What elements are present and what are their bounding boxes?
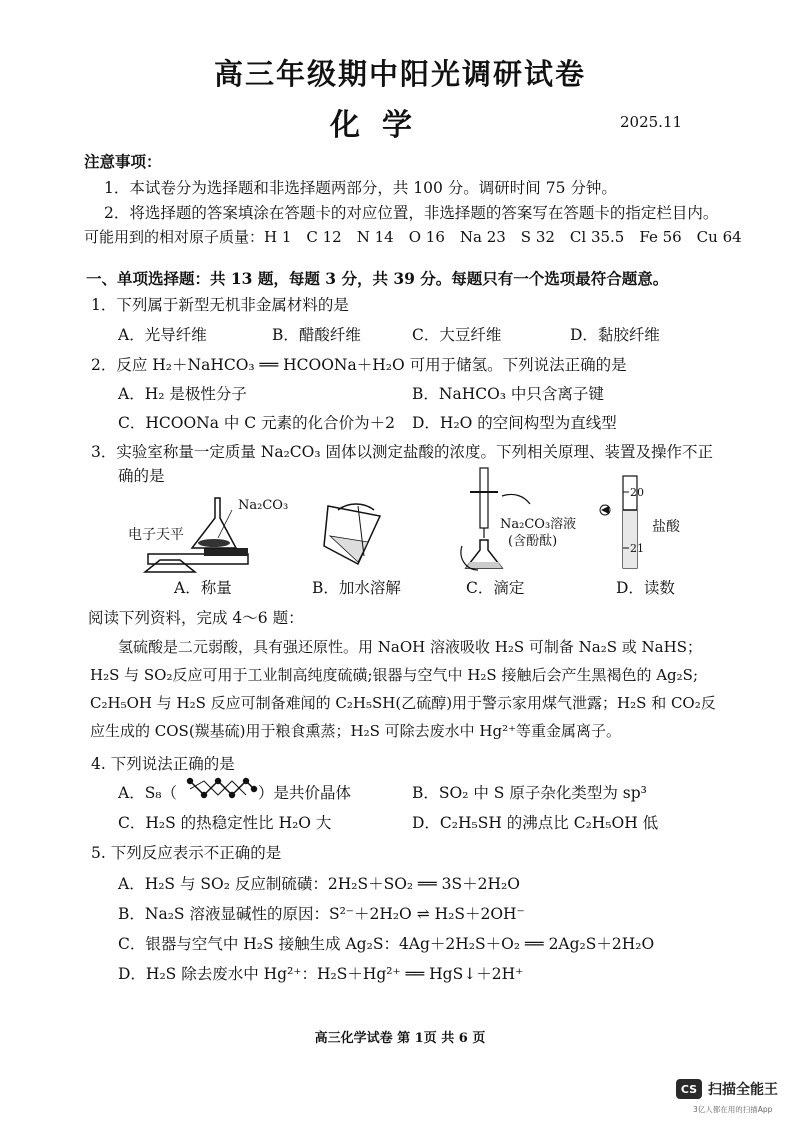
q3-option-b: B．加水溶解 [312, 579, 401, 597]
q1-option-a: A．光导纤维 [118, 326, 207, 344]
q2-option-d: D．H₂O 的空间构型为直线型 [412, 414, 617, 432]
q1-option-c: C．大豆纤维 [412, 326, 502, 344]
scanner-tagline: 3亿人都在用的扫描App [693, 1105, 773, 1114]
q5-option-b: B．Na₂S 溶液显碱性的原因：S²⁻＋2H₂O ⇌ H₂S＋2OH⁻ [118, 905, 525, 923]
q3-stem-line1: 3．实验室称量一定质量 Na₂CO₃ 固体以测定盐酸的浓度。下列相关原理、装置及操作不正 [91, 443, 714, 461]
scale-20: 20 [630, 486, 644, 499]
exam-date: 2025.11 [620, 113, 683, 131]
q3-stem-line2: 确的是 [118, 467, 165, 485]
q4-option-a-suffix: ）是共价晶体 [258, 784, 352, 802]
scale-21: 21 [630, 542, 644, 555]
q4-option-a-prefix: A．S₈（ [118, 784, 178, 802]
q3-option-d: D．读数 [616, 579, 675, 597]
q1-option-b: B．醋酸纤维 [272, 326, 361, 344]
solution-label: Na₂CO₃溶液 [500, 517, 577, 532]
section-heading: 一、单项选择题：共 13 题，每题 3 分，共 39 分。每题只有一个选项最符合题意。 [86, 269, 669, 288]
page-footer: 高三化学试卷 第 1页 共 6 页 [314, 1031, 486, 1046]
q3-option-a: A．称量 [174, 579, 232, 597]
reading-line-1: 氢硫酸是二元弱酸，具有强还原性。用 NaOH 溶液吸收 H₂S 可制备 Na₂S 或 NaHS； [118, 638, 702, 656]
reading-line-4: 应生成的 COS(羰基硫)用于粮食熏蒸；H₂S 可除去废水中 Hg²⁺等重金属离子。 [90, 722, 622, 740]
balance-label: 电子天平 [128, 527, 184, 543]
page-title: 高三年级期中阳光调研试卷 [213, 57, 586, 91]
q2-option-c: C．HCOONa 中 C 元素的化合价为＋2 [118, 414, 395, 432]
q2-stem: 2．反应 H₂＋NaHCO₃ ══ HCOONa＋H₂O 可用于储氢。下列说法正确的是 [91, 356, 627, 374]
indicator-label: (含酚酞) [508, 534, 558, 549]
scanner-watermark [676, 1079, 778, 1099]
q2-option-a: A．H₂ 是极性分子 [118, 385, 247, 403]
q5-option-c: C．银器与空气中 H₂S 接触生成 Ag₂S：4Ag＋2H₂S＋O₂ ══ 2Ag₂S＋2H₂O [118, 935, 655, 953]
na2co3-label: Na₂CO₃ [238, 498, 289, 513]
reading-line-2: H₂S 与 SO₂反应可用于工业制高纯度硫磺;银器与空气中 H₂S 接触后会产生黑褐色的 Ag₂S; [90, 666, 699, 684]
q3-option-c: C．滴定 [466, 579, 525, 597]
s8-ring-icon [186, 775, 258, 801]
q5-stem: 5. 下列反应表示不正确的是 [91, 844, 282, 862]
notice-item-2: 2．将选择题的答案填涂在答题卡的对应位置，非选择题的答案写在答题卡的指定栏目内。 [104, 204, 719, 222]
q1-stem: 1．下列属于新型无机非金属材料的是 [91, 296, 349, 314]
cs-logo-icon: CS [676, 1079, 702, 1099]
dissolving-figure [318, 496, 398, 570]
q4-option-b: B．SO₂ 中 S 原子杂化类型为 sp³ [412, 784, 647, 802]
q1-option-d: D．黏胶纤维 [570, 326, 660, 344]
q4-stem: 4. 下列说法正确的是 [91, 755, 235, 773]
q2-option-b: B．NaHCO₃ 中只含离子键 [412, 385, 604, 403]
reading-intro: 阅读下列资料，完成 4～6 题： [88, 609, 304, 627]
reading-line-3: C₂H₅OH 与 H₂S 反应可制备难闻的 C₂H₅SH(乙硫醇)用于警示家用煤气泄露；H₂S 和 CO₂反 [90, 694, 716, 712]
q5-option-d: D．H₂S 除去废水中 Hg²⁺：H₂S＋Hg²⁺ ══ HgS↓＋2H⁺ [118, 965, 524, 983]
q4-option-d: D．C₂H₅SH 的沸点比 C₂H₅OH 低 [412, 814, 659, 832]
subject-title: 化学 [330, 108, 434, 143]
notice-heading: 注意事项： [84, 152, 162, 171]
hcl-label: 盐酸 [652, 519, 680, 535]
notice-item-1: 1．本试卷分为选择题和非选择题两部分，共 100 分。调研时间 75 分钟。 [104, 179, 617, 197]
q4-option-c: C．H₂S 的热稳定性比 H₂O 大 [118, 814, 332, 832]
scanner-name: 扫描全能王 [708, 1082, 778, 1098]
atomic-mass-line: 可能用到的相对原子质量：H 1 C 12 N 14 O 16 Na 23 S 32 Cl 35.5 Fe 56 Cu 64 [84, 228, 742, 246]
q5-option-a: A．H₂S 与 SO₂ 反应制硫磺：2H₂S＋SO₂ ══ 3S＋2H₂O [118, 875, 520, 893]
